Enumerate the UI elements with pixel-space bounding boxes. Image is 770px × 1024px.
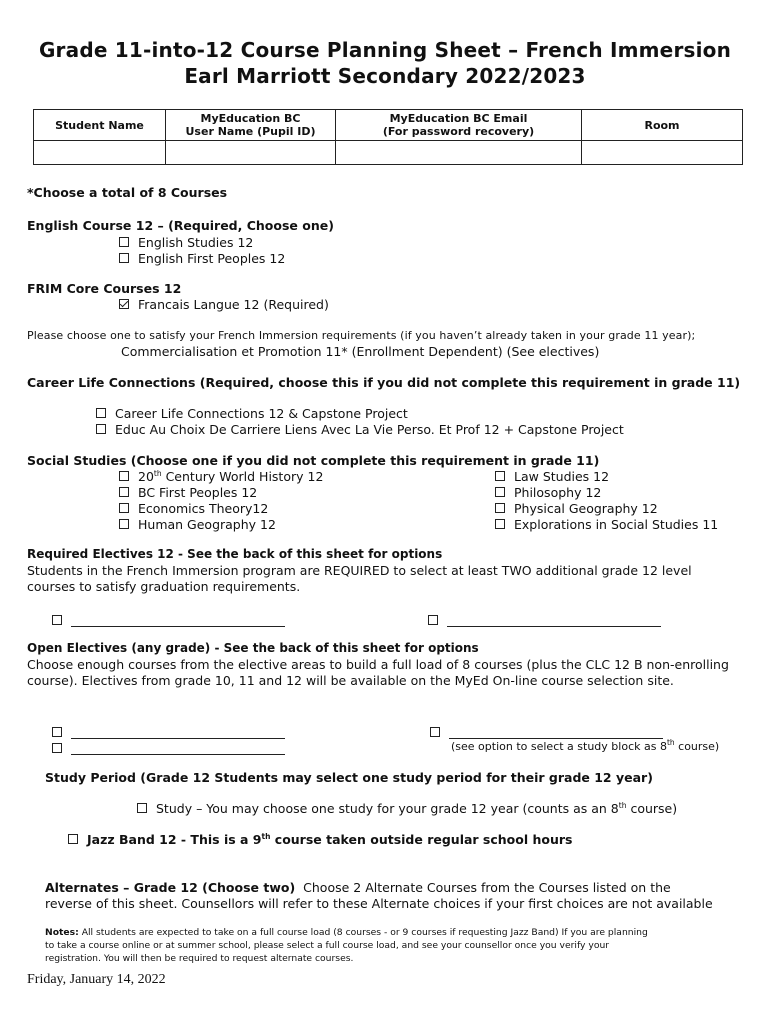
- alternates-line-2: reverse of this sheet. Counsellors will refer to these Alternate choices if your first choices are not available: [45, 896, 713, 911]
- required-electives-heading: Required Electives 12 - See the back of this sheet for options: [27, 547, 443, 561]
- checkbox-icon[interactable]: [52, 727, 62, 737]
- checkbox-icon[interactable]: [495, 503, 505, 513]
- required-elective-slot-1[interactable]: [52, 610, 285, 629]
- checked-checkbox-icon[interactable]: [119, 299, 129, 309]
- open-electives-body-1: Choose enough courses from the elective areas to build a full load of 8 courses (plus the CLC 12 B non-enrolling: [27, 657, 729, 672]
- student-info-table: [33, 109, 743, 165]
- checkbox-icon[interactable]: [68, 834, 78, 844]
- required-electives-body-1: Students in the French Immersion program are REQUIRED to select at least TWO additional grade 12 level: [27, 563, 692, 578]
- notes-line-2: to take a course online or at summer school, please select a full course load, and see your counsellor once you verify your: [45, 940, 610, 951]
- social-option-left-1[interactable]: 20th Century World History 12: [119, 469, 323, 484]
- english-heading: English Course 12 – (Required, Choose one): [27, 218, 334, 233]
- required-elective-slot-2[interactable]: [428, 610, 661, 629]
- clc-option-1[interactable]: Career Life Connections 12 & Capstone Project: [96, 406, 408, 421]
- checkbox-icon[interactable]: [495, 487, 505, 497]
- checkbox-icon[interactable]: [119, 237, 129, 247]
- immersion-course: Commercialisation et Promotion 11* (Enrollment Dependent) (See electives): [121, 344, 600, 359]
- open-electives-heading: Open Electives (any grade) - See the back of this sheet for options: [27, 641, 479, 655]
- social-option-right-3[interactable]: Physical Geography 12: [495, 501, 658, 516]
- student-name-header: Student Name: [34, 110, 166, 141]
- blank-line[interactable]: [447, 614, 661, 627]
- page-title: Grade 11-into-12 Course Planning Sheet – French Immersion: [38, 38, 732, 62]
- intro-text: *Choose a total of 8 Courses: [27, 185, 228, 200]
- open-electives-body-2: course). Electives from grade 10, 11 and 12 will be available on the MyEd On-line course selection site.: [27, 673, 674, 688]
- social-option-right-2[interactable]: Philosophy 12: [495, 485, 601, 500]
- social-heading: Social Studies (Choose one if you did not complete this requirement in grade 11): [27, 453, 600, 468]
- frim-heading: FRIM Core Courses 12: [27, 281, 182, 296]
- checkbox-icon[interactable]: [495, 471, 505, 481]
- room-cell[interactable]: [582, 141, 743, 165]
- email-header: MyEducation BC Email (For password recovery): [336, 110, 582, 141]
- user-name-header: MyEducation BC User Name (Pupil ID): [166, 110, 336, 141]
- checkbox-icon[interactable]: [96, 408, 106, 418]
- page-subtitle: Earl Marriott Secondary 2022/2023: [184, 64, 586, 88]
- open-elective-slot-2[interactable]: [52, 738, 285, 757]
- clc-option-2[interactable]: Educ Au Choix De Carriere Liens Avec La Vie Perso. Et Prof 12 + Capstone Project: [96, 422, 624, 437]
- blank-line[interactable]: [71, 742, 285, 755]
- user-name-cell[interactable]: [166, 141, 336, 165]
- social-option-right-1[interactable]: Law Studies 12: [495, 469, 609, 484]
- alternates-line-1: Alternates – Grade 12 (Choose two) Choose 2 Alternate Courses from the Courses listed on the: [45, 880, 671, 895]
- study-period-heading: Study Period (Grade 12 Students may select one study period for their grade 12 year): [45, 770, 653, 785]
- required-electives-body-2: courses to satisfy graduation requirements.: [27, 579, 301, 594]
- immersion-note: Please choose one to satisfy your French Immersion requirements (if you haven’t already taken in your grade 11 year);: [27, 329, 696, 342]
- notes-line-3: registration. You will then be required to request alternate courses.: [45, 953, 354, 964]
- study-block-note: (see option to select a study block as 8th course): [451, 738, 720, 753]
- blank-line[interactable]: [71, 614, 285, 627]
- checkbox-icon[interactable]: [96, 424, 106, 434]
- frim-option[interactable]: Francais Langue 12 (Required): [119, 297, 329, 312]
- checkbox-icon[interactable]: [119, 253, 129, 263]
- checkbox-icon[interactable]: [428, 615, 438, 625]
- notes-line-1: Notes: All students are expected to take on a full course load (8 courses - or 9 courses if requesting Jazz Band) If you are planning: [45, 927, 648, 938]
- checkbox-icon[interactable]: [137, 803, 147, 813]
- checkbox-icon[interactable]: [119, 487, 129, 497]
- room-header: Room: [582, 110, 743, 141]
- jazz-band-option[interactable]: Jazz Band 12 - This is a 9th course taken outside regular school hours: [68, 832, 572, 847]
- clc-heading: Career Life Connections (Required, choose this if you did not complete this requirement in grade 11): [27, 375, 741, 390]
- email-cell[interactable]: [336, 141, 582, 165]
- student-name-cell[interactable]: [34, 141, 166, 165]
- checkbox-icon[interactable]: [495, 519, 505, 529]
- english-option-1[interactable]: English Studies 12: [119, 235, 253, 250]
- english-option-2[interactable]: English First Peoples 12: [119, 251, 285, 266]
- checkbox-icon[interactable]: [52, 615, 62, 625]
- study-period-option[interactable]: Study – You may choose one study for your grade 12 year (counts as an 8th course): [137, 801, 677, 816]
- social-option-left-3[interactable]: Economics Theory12: [119, 501, 268, 516]
- checkbox-icon[interactable]: [119, 519, 129, 529]
- social-option-right-4[interactable]: Explorations in Social Studies 11: [495, 517, 718, 532]
- checkbox-icon[interactable]: [119, 471, 129, 481]
- checkbox-icon[interactable]: [430, 727, 440, 737]
- social-option-left-2[interactable]: BC First Peoples 12: [119, 485, 257, 500]
- social-option-left-4[interactable]: Human Geography 12: [119, 517, 276, 532]
- footer-date: Friday, January 14, 2022: [27, 972, 166, 987]
- checkbox-icon[interactable]: [119, 503, 129, 513]
- checkbox-icon[interactable]: [52, 743, 62, 753]
